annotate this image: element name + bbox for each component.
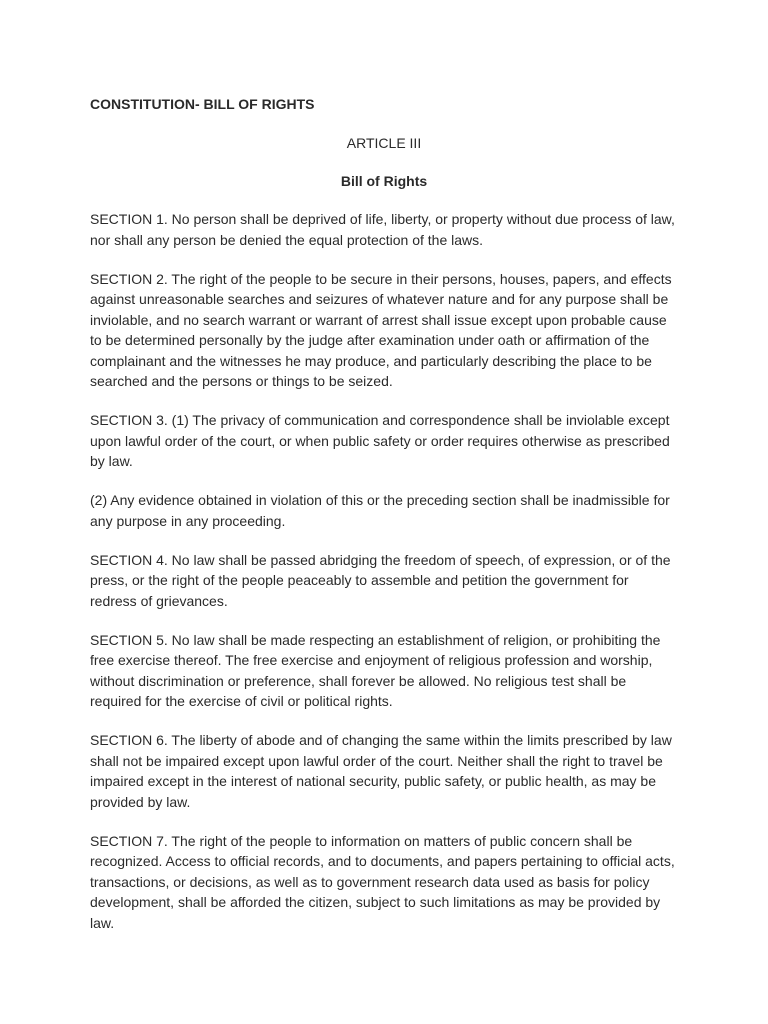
document-heading: CONSTITUTION- BILL OF RIGHTS [90,96,315,112]
section-3-clause-2-paragraph: (2) Any evidence obtained in violation of this or the preceding section shall be inadmissible for any purpose in any proceeding. [90,492,670,529]
article-subtitle: Bill of Rights [340,173,428,189]
section-4-paragraph: SECTION 4. No law shall be passed abridging the freedom of speech, of expression, or of the press, or the right of the people peaceably to assemble and petition the government for redress of grievances. [90,551,671,609]
document-page [90,94,678,952]
article-title: ARTICLE III [346,135,422,151]
section-5-paragraph: SECTION 5. No law shall be made respecting an establishment of religion, or prohibiting the free exercise thereof. The free exercise and enjoyment of religious profession and worship, without discrimination or preference, shall forever be allowed. No religious test shall be required for the exercise of civil or political rights. [90,631,661,709]
section-3-paragraph: SECTION 3. (1) The privacy of communication and correspondence shall be inviolable except upon lawful order of the court, or when public safety or order requires otherwise as prescribed by law. [90,412,670,469]
section-7-paragraph: SECTION 7. The right of the people to information on matters of public concern shall be recognized. Access to official records, and to documents, and papers pertaining to official acts, transactions, or decisions, as well as to government research data used as basis for policy development, shall be afforded the citizen, subject to such limitations as may be provided by law. [90,832,675,931]
section-6-paragraph: SECTION 6. The liberty of abode and of changing the same within the limits prescribed by law shall not be impaired except upon lawful order of the court. Neither shall the right to travel be impaired except in the interest of national security, public safety, or public health, as may be provided by law. [90,732,672,810]
section-1-paragraph: SECTION 1. No person shall be deprived of life, liberty, or property without due process of law, nor shall any person be denied the equal protection of the laws. [90,211,675,248]
section-2-paragraph: SECTION 2. The right of the people to be secure in their persons, houses, papers, and effects against unreasonable searches and seizures of whatever nature and for any purpose shall be inviolable, and no search warrant or warrant of arrest shall issue except upon probable cause to be determined personally by the judge after examination under oath or affirmation of the complainant and the witnesses he may produce, and particularly describing the place to be searched and the persons or things to be seized. [90,270,672,389]
